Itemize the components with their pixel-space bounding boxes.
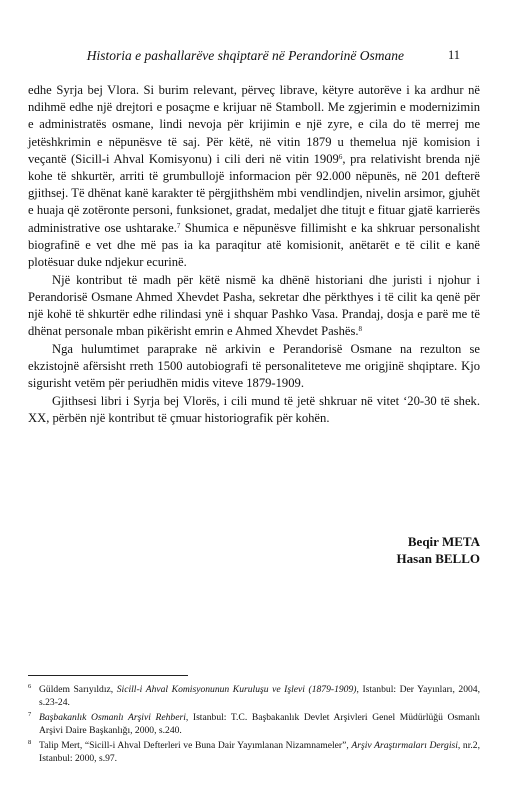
footnote-number: 7: [28, 711, 32, 718]
paragraph-2: [28, 272, 480, 341]
page-number: 11: [447, 48, 460, 62]
footnote-ref-6[interactable]: 6: [338, 152, 343, 161]
author-name: Hasan BELLO: [396, 551, 480, 566]
running-title: Historia e pashallarëve shqiptarë në Perandorinë Osmane: [86, 48, 404, 63]
footnote-7: [28, 711, 480, 737]
footnote-ref-7[interactable]: 7: [176, 221, 181, 230]
author-signature: [397, 533, 480, 567]
paragraph-1: [28, 82, 480, 271]
author-name: Beqir META: [407, 534, 480, 549]
footnote-text: Talip Mert, “Sicill-i Ahval Defterleri ve Buna Dair Yayımlanan Nizamnameler”,: [39, 740, 352, 751]
footnote-separator: [28, 675, 188, 676]
paragraph-1-part-b: , pra relativisht brenda një kohe të shkurtër, arriti të grumbullojë informacion për 92.000 nëpunës, në 201 defterë gjithsej. Të dhënat kanë karakter të përgjithshëm mbi vendlindjen, nivelin arsimor, gjuhët e huaja që zotëronte personi, funksionet, gradat, medaljet dhe titujt e fituar gjatë karrierës administrative ose ushtarake.: [28, 151, 480, 235]
footnote-6: [28, 683, 480, 709]
paragraph-1-part-c: Shumica e nëpunësve fillimisht e ka shkruar personalisht biografinë e vet dhe më pas ia ka paraqitur atë komisionit, anëtarët e të cilit e kanë plotësuar duke ndjekur ecurinë.: [28, 220, 480, 270]
footnote-text: Güldem Sarıyıldız,: [39, 684, 117, 695]
footnote-number: 8: [28, 739, 32, 746]
footnote-text: , Istanbul: T.C. Başbakanlık Devlet Arşivleri Genel Müdürlüğü Osmanlı Arşivi Daire Başkanlığı, 2000, s.240.: [39, 712, 481, 736]
footnote-ref-8[interactable]: 8: [358, 325, 362, 334]
paragraph-3: Nga hulumtimet paraprake në arkivin e Perandorisë Osmane na rezulton se ekzistojnë afërsisht rreth 1500 autobiografi të personaliteteve me origjinë shqiptare. Kjo sigurisht vetëm për periudhën midis viteve 1879-1909.: [28, 342, 480, 391]
footnotes: [28, 683, 480, 767]
running-header: [58, 48, 460, 68]
footnote-number: 6: [28, 683, 32, 690]
paragraph-4: Gjithsesi libri i Syrja bej Vlorës, i cili mund të jetë shkruar në vitet ‘20-30 të shek. XX, përbën një kontribut të çmuar historiografik për kohën.: [28, 394, 480, 426]
footnote-italic-title: Başbakanlık Osmanlı Arşivi Rehberi: [39, 712, 186, 723]
paragraph-2-text: Një kontribut të madh për këtë nismë ka dhënë historiani dhe juristi i njohur i Perandorisë Osmane Ahmed Xhevdet Pasha, sekretar dhe përkthyes i të cilit ka qenë për një kohë të shkurtër edhe rilindasi ynë i shquar Pashko Vasa. Prandaj, dosja e parë me të dhënat personale mban pikërisht emrin e Ahmed Xhevdet Pashës.: [28, 272, 480, 339]
main-text: [28, 82, 480, 428]
footnote-italic-title: Arşiv Araştırmaları Dergisi: [351, 740, 458, 751]
footnote-text: , nr.2, Istanbul: 2000, s.97.: [39, 740, 480, 764]
footnote-text: , Istanbul: Der Yayınları, 2004, s.23-24.: [39, 684, 481, 708]
footnote-8: [28, 739, 480, 765]
paragraph-1-part-a: edhe Syrja bej Vlora. Si burim relevant, përveç librave, këtyre autorëve i ka ardhur në ndihmë edhe një drejtori e posaçme e krijuar në Stamboll. Me zgjerimin e modernizimin e administratës osmane, lindi nevoja për krijimin e një zyre, e cila do të merrej me jetëshkrimin e nëpunësve të saj. Për këtë, në vitin 1879 u themelua një komision i veçantë (Sicill-i Ahval Komisyonu) i cili deri në vitin 1909: [28, 83, 480, 166]
footnote-italic-title: Sicill-i Ahval Komisyonunun Kuruluşu ve Işlevi (1879-1909): [116, 684, 357, 695]
